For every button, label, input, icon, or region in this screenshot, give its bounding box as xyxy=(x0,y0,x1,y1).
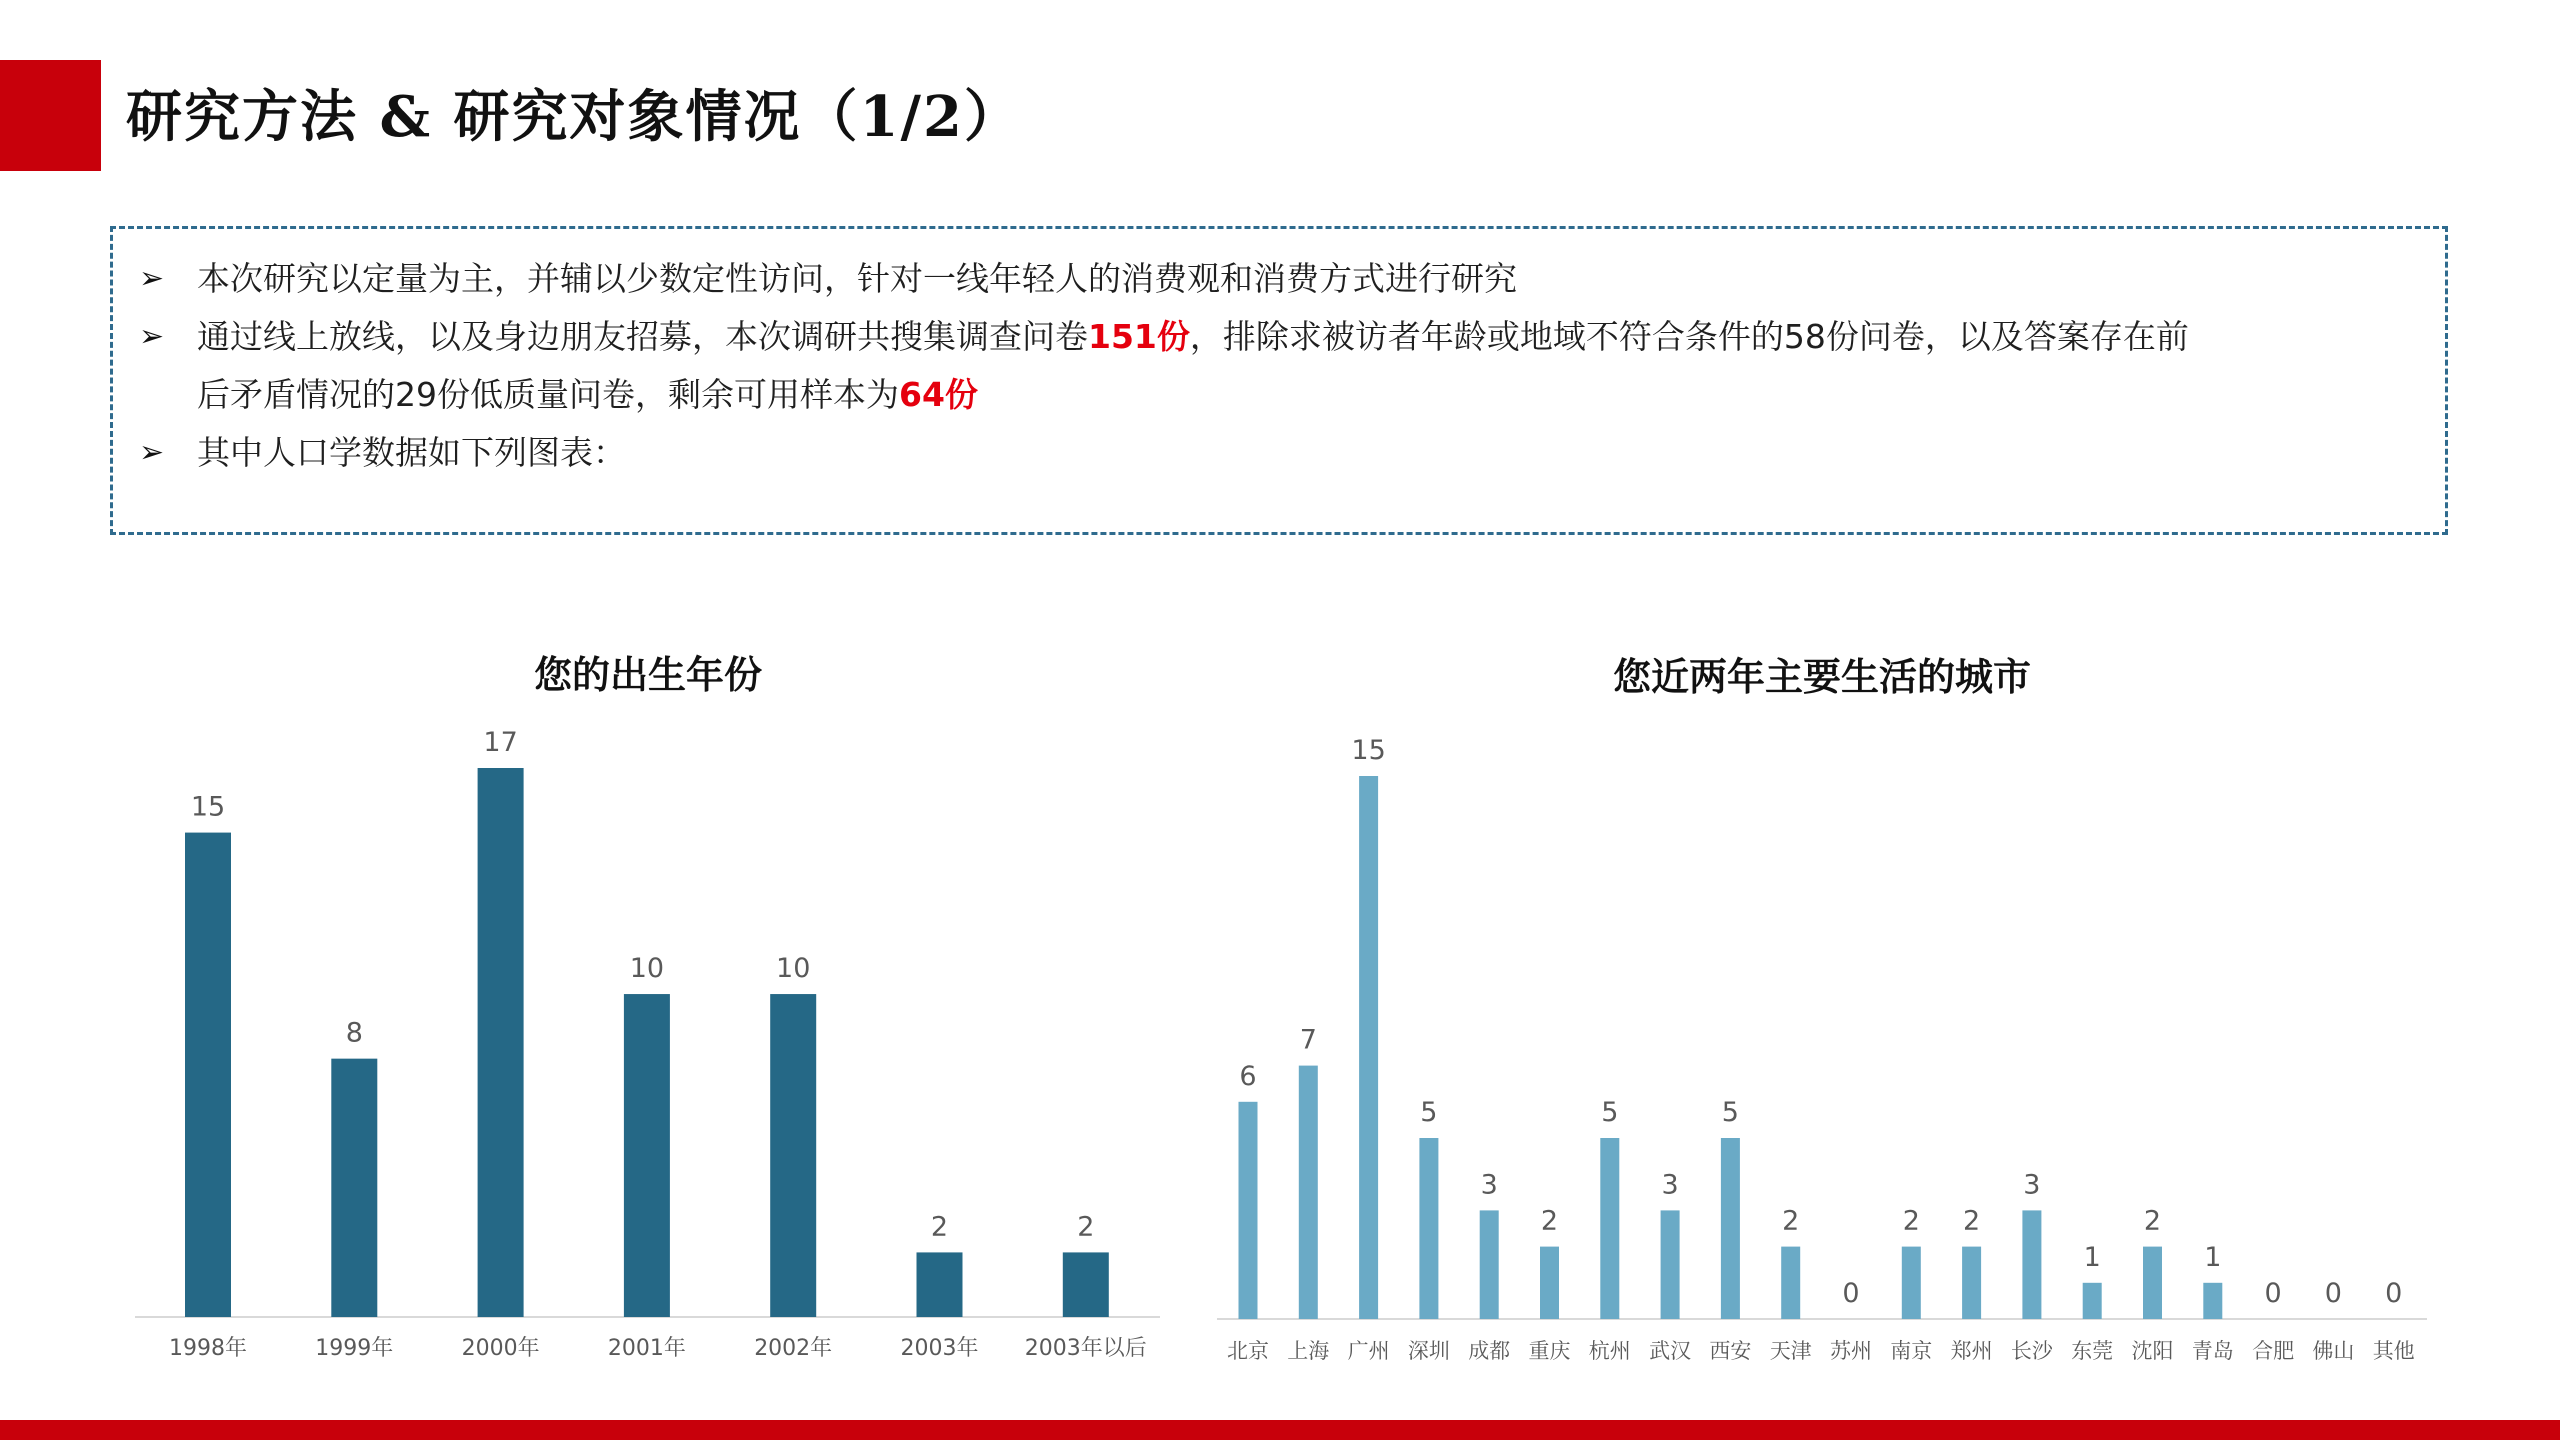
bar xyxy=(185,833,231,1317)
bar xyxy=(1480,1210,1499,1319)
bar xyxy=(1540,1247,1559,1319)
x-tick-label: 郑州 xyxy=(1950,1339,1993,1363)
excluded-count: 58 xyxy=(1783,317,1826,356)
data-label: 5 xyxy=(1601,1097,1619,1128)
bullet-1-text: 本次研究以定量为主，并辅以少数定性访问，针对一线年轻人的消费观和消费方式进行研究 xyxy=(197,259,1517,298)
x-tick-label: 2000年 xyxy=(461,1336,540,1361)
valid-sample-highlight: 64份 xyxy=(899,375,978,414)
x-tick-label: 西安 xyxy=(1709,1339,1752,1363)
bullet-2-text-b: ，排除求被访者年龄或地域不符合条件的 xyxy=(1189,317,1784,356)
bar xyxy=(1063,1252,1109,1317)
bar xyxy=(917,1252,963,1317)
data-label: 3 xyxy=(1661,1169,1679,1201)
x-tick-label: 合肥 xyxy=(2252,1339,2295,1363)
data-label: 5 xyxy=(1420,1097,1438,1128)
data-label: 2 xyxy=(1902,1205,1920,1237)
bar xyxy=(1299,1066,1318,1319)
x-tick-label: 1998年 xyxy=(169,1336,247,1361)
data-label: 10 xyxy=(629,953,665,985)
data-label: 15 xyxy=(190,791,226,823)
bar xyxy=(2203,1283,2222,1319)
data-label: 10 xyxy=(776,953,811,985)
bar xyxy=(2143,1247,2162,1319)
data-label: 2 xyxy=(1077,1211,1095,1243)
chart-birth-year-title: 您的出生年份 xyxy=(533,652,763,697)
chart-birth-year xyxy=(135,727,1160,1361)
data-label: 6 xyxy=(1239,1060,1257,1092)
bullet-3-text: 其中人口学数据如下列图表： xyxy=(197,433,626,472)
x-tick-label: 南京 xyxy=(1890,1339,1933,1363)
data-label: 1 xyxy=(2204,1241,2222,1273)
x-tick-label: 深圳 xyxy=(1407,1339,1450,1363)
data-label: 2 xyxy=(1782,1205,1800,1237)
x-tick-label: 北京 xyxy=(1227,1339,1269,1363)
bar xyxy=(624,994,670,1317)
data-label: 17 xyxy=(483,727,518,758)
x-tick-label: 2003年 xyxy=(900,1336,979,1361)
bar xyxy=(2022,1210,2041,1319)
bullet-2-text-e: 份低质量问卷，剩余可用样本为 xyxy=(437,375,899,414)
bar xyxy=(1239,1102,1258,1319)
page-title: 研究方法 & 研究对象情况（1/2） xyxy=(126,84,1022,150)
bar xyxy=(2083,1283,2102,1319)
x-tick-label: 青岛 xyxy=(2191,1339,2234,1363)
x-tick-label: 长沙 xyxy=(2010,1339,2053,1363)
bar xyxy=(1661,1210,1680,1319)
data-label: 15 xyxy=(1351,735,1386,766)
bar xyxy=(770,994,816,1317)
data-label: 5 xyxy=(1721,1097,1739,1128)
bar xyxy=(1902,1247,1921,1319)
bullet-2-text-a: 通过线上放线，以及身边朋友招募，本次调研共搜集调查问卷 xyxy=(197,317,1088,356)
bar xyxy=(1781,1247,1800,1319)
data-label: 0 xyxy=(2264,1278,2282,1309)
x-tick-label: 重庆 xyxy=(1528,1339,1571,1363)
bullet-2-text-d: 后矛盾情况的 xyxy=(197,375,395,414)
bar xyxy=(1600,1138,1619,1319)
data-label: 2 xyxy=(930,1211,949,1243)
data-label: 8 xyxy=(345,1017,363,1049)
x-tick-label: 沈阳 xyxy=(2131,1339,2174,1363)
data-label: 0 xyxy=(2324,1278,2342,1309)
bar xyxy=(1359,776,1378,1319)
bar xyxy=(478,768,524,1317)
data-label: 3 xyxy=(1480,1169,1498,1201)
x-tick-label: 其他 xyxy=(2372,1339,2415,1363)
x-tick-label: 2003年以后 xyxy=(1024,1336,1147,1361)
bar xyxy=(1962,1247,1981,1319)
bullet-arrow-icon: ➢ xyxy=(139,261,165,296)
bullet-arrow-icon: ➢ xyxy=(139,435,165,470)
data-label: 2 xyxy=(1540,1205,1559,1237)
chart-city-title: 您近两年主要生活的城市 xyxy=(1612,654,2032,699)
x-tick-label: 杭州 xyxy=(1588,1339,1631,1363)
data-label: 2 xyxy=(1963,1205,1981,1237)
x-tick-label: 天津 xyxy=(1769,1339,1812,1363)
low-quality-count: 29 xyxy=(395,375,437,414)
data-label: 0 xyxy=(1842,1278,1860,1309)
total-questionnaires-highlight: 151份 xyxy=(1088,317,1190,356)
bar xyxy=(1721,1138,1740,1319)
bullet-2-text-c: 份问卷，以及答案存在前 xyxy=(1825,317,2189,356)
footer-bar xyxy=(0,1420,2560,1440)
x-tick-label: 2001年 xyxy=(607,1336,686,1361)
data-label: 0 xyxy=(2385,1278,2403,1309)
data-label: 7 xyxy=(1299,1024,1317,1056)
data-label: 1 xyxy=(2083,1241,2101,1273)
x-tick-label: 2002年 xyxy=(754,1336,833,1361)
x-tick-label: 东莞 xyxy=(2071,1339,2114,1363)
bar xyxy=(331,1059,377,1317)
x-tick-label: 佛山 xyxy=(2312,1339,2355,1363)
data-label: 3 xyxy=(2023,1169,2041,1201)
x-tick-label: 广州 xyxy=(1347,1339,1390,1363)
x-tick-label: 1999年 xyxy=(315,1336,394,1361)
data-label: 2 xyxy=(2143,1205,2162,1237)
x-tick-label: 苏州 xyxy=(1830,1339,1872,1363)
x-tick-label: 武汉 xyxy=(1649,1339,1692,1363)
x-tick-label: 成都 xyxy=(1468,1339,1511,1363)
bullet-arrow-icon: ➢ xyxy=(139,319,165,354)
chart-city xyxy=(1217,735,2427,1363)
x-tick-label: 上海 xyxy=(1287,1339,1330,1363)
bar xyxy=(1419,1138,1438,1319)
